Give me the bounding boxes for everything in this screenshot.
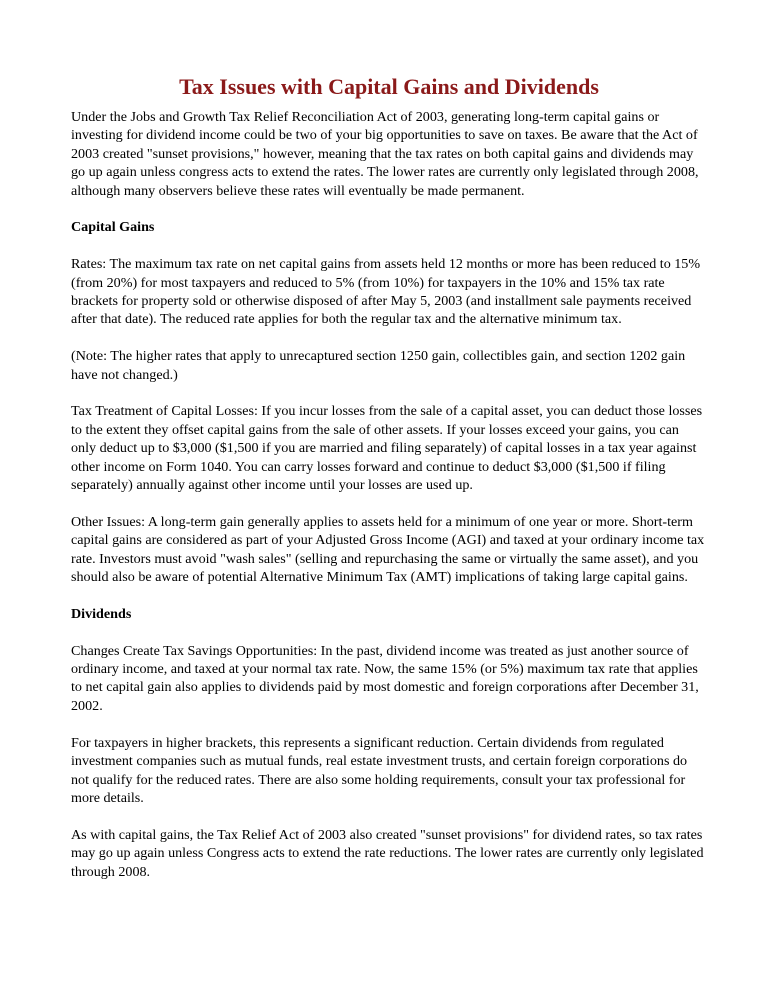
intro-paragraph: Under the Jobs and Growth Tax Relief Reconciliation Act of 2003, generating long-term capital gains or investing for dividend income could be two of your big opportunities to save on taxes. Be aware that the Act of 2003 created "sunset provisions," however, meaning that the tax rates on both capital gains and dividends may go up again unless congress acts to extend the rates. The lower rates are currently only legislated through 2008, although many observers believe these rates will eventually be made permanent. [71,109,699,199]
capital-gains-rates-paragraph: Rates: The maximum tax rate on net capital gains from assets held 12 months or more has been reduced to 15% (from 20%) for most taxpayers and reduced to 5% (from 10%) for taxpayers in the 10% and 15% tax rate brackets for property sold or otherwise disposed of after May 5, 2003 (and installment sale payments received after that date). The reduced rate applies for both the regular tax and the alternative minimum tax. [71,256,701,328]
dividends-higher-brackets-paragraph: For taxpayers in higher brackets, this represents a significant reduction. Certain dividends from regulated investment companies such as mutual funds, real estate investment trusts, and certain foreign corporations do not qualify for the reduced rates. There are also some holding requirements, consult your tax professional for more details. [71,734,688,806]
dividends-changes-paragraph: Changes Create Tax Savings Opportunities: In the past, dividend income was treated as just another source of ordinary income, and taxed at your normal tax rate. Now, the same 15% (or 5%) maximum tax rate that applies to net capital gain also applies to dividends paid by most domestic and foreign corporations after December 31, 2002. [71,642,699,714]
capital-gains-other-issues-paragraph: Other Issues: A long-term gain generally applies to assets held for a minimum of one year or more. Short-term capital gains are considered as part of your Adjusted Gross Income (AGI) and taxed at your ordinary income tax rate. Investors must avoid "wash sales" (selling and repurchasing the same or virtually the same asset), and you should also be aware of potential Alternative Minimum Tax (AMT) implications of taking large capital gains. [71,513,705,586]
dividends-sunset-paragraph: As with capital gains, the Tax Relief Act of 2003 also created "sunset provisions" for dividend rates, so tax rates may go up again unless Congress acts to extend the rate reductions. The lower rates are currently only legislated through 2008. [71,826,704,880]
capital-losses-paragraph: Tax Treatment of Capital Losses: If you incur losses from the sale of a capital asset, you can deduct those losses to the extent they offset capital gains from the sale of other assets. If your losses exceed your gains, you can only deduct up to $3,000 ($1,500 if you are married and filing separately) of capital losses in a tax year against other income on Form 1040. You can carry losses forward and continue to deduct $3,000 ($1,500 if filing separately) annually against other income until your losses are used up. [71,403,703,494]
capital-gains-note-paragraph: (Note: The higher rates that apply to unrecaptured section 1250 gain, collectibles gain, and section 1202 gain have not changed.) [71,348,686,383]
capital-gains-heading: Capital Gains [71,219,155,236]
page-title: Tax Issues with Capital Gains and Dividends [179,74,599,99]
dividends-heading: Dividends [71,605,132,622]
document-page [71,72,707,899]
